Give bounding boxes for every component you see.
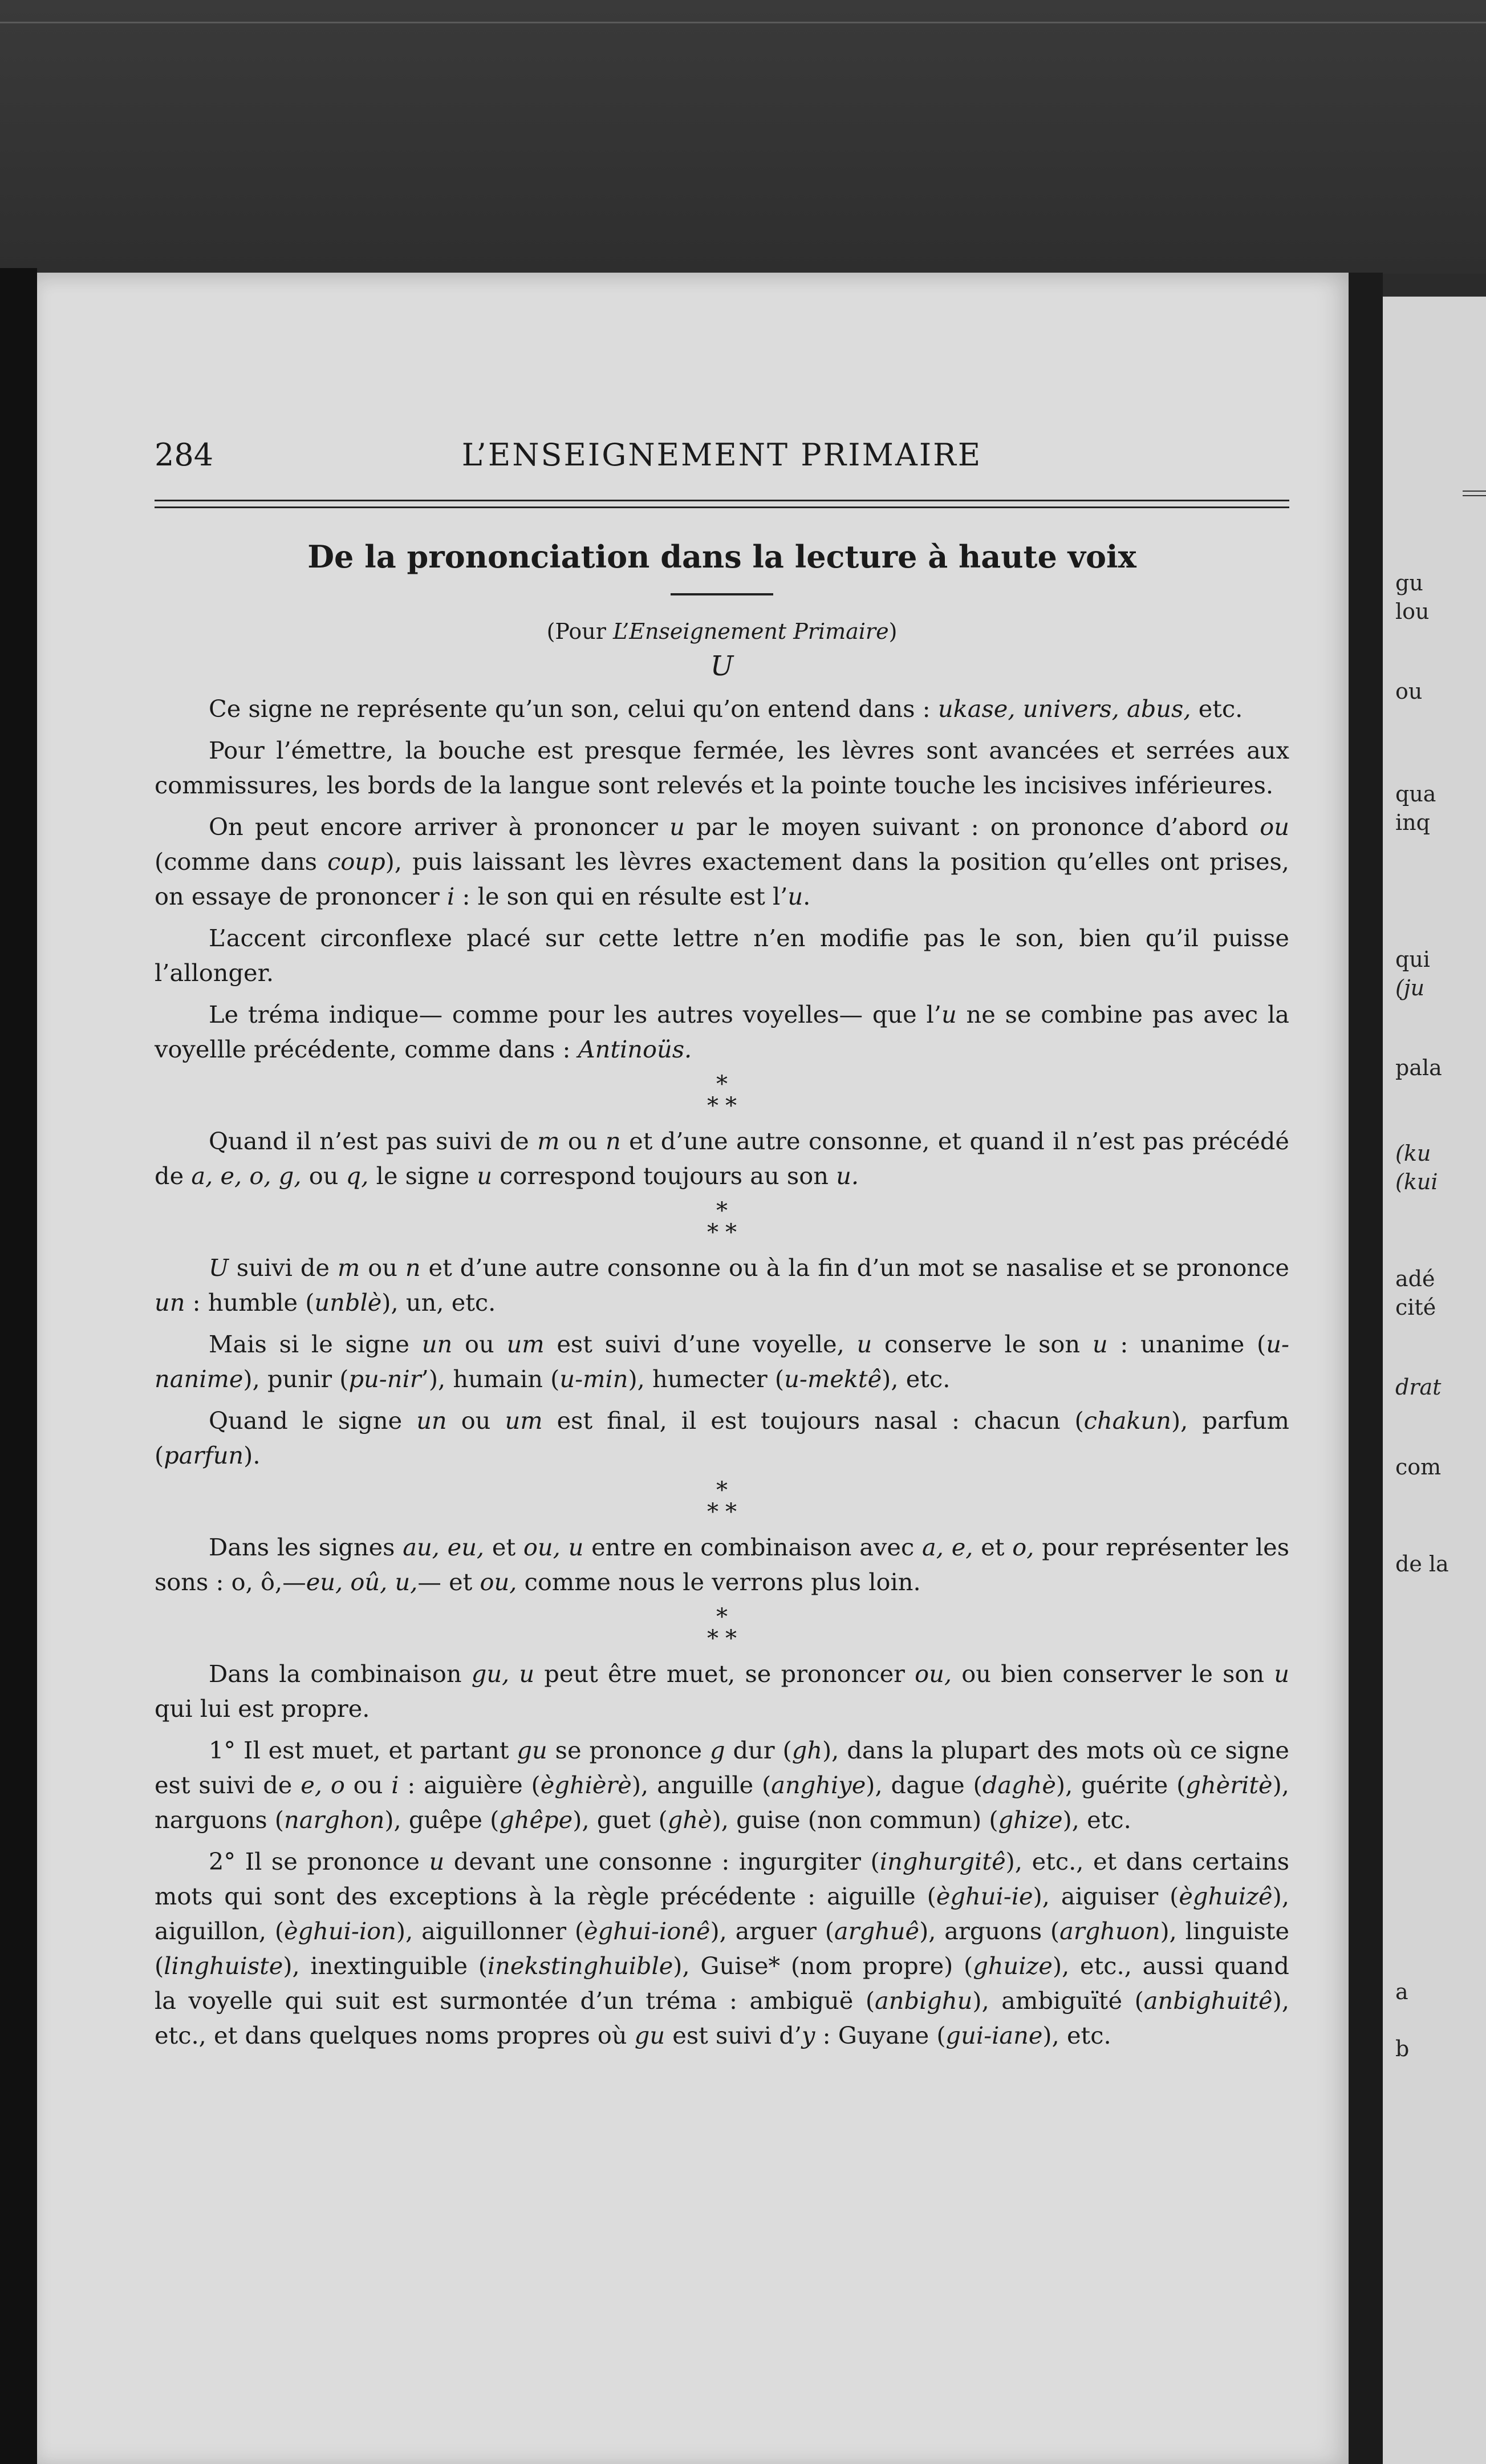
title-rule	[671, 593, 773, 595]
next-page-text-fragment: inq	[1395, 810, 1430, 835]
italic-term: arghuon	[1059, 1917, 1160, 1945]
next-page-text-fragment: (ku	[1395, 1141, 1431, 1166]
italic-term: um	[506, 1330, 545, 1358]
italic-term: èghui-ie	[936, 1882, 1033, 1910]
body-paragraph: L’accent circonflexe placé sur cette lettre n’en modifie pas le son, bien qu’il puisse l’allonger.	[155, 924, 1289, 987]
italic-term: m	[537, 1127, 560, 1155]
italic-term: coup	[327, 848, 385, 876]
italic-term: narghon	[284, 1806, 385, 1834]
italic-term: ghêpe	[499, 1806, 573, 1834]
body-paragraph: Ce signe ne représente qu’un son, celui qu’on entend dans : ukase, univers, abus, etc.	[209, 695, 1243, 723]
body-paragraph: Quand il n’est pas suivi de m ou n et d’une autre consonne, et quand il n’est pas précédé de a, e, o, g, ou q, le signe u correspond toujours au son u.	[155, 1127, 1289, 1190]
italic-term: ghèritè	[1185, 1771, 1273, 1799]
italic-term: u-nanime	[155, 1330, 1290, 1393]
asterism-separator: * **	[707, 1198, 744, 1246]
italic-term: y	[801, 2021, 815, 2049]
italic-term: Antinoüs.	[578, 1035, 692, 1063]
next-page-text-fragment: a	[1395, 1979, 1408, 2004]
italic-term: gui-iane	[945, 2021, 1043, 2049]
italic-term: gu	[517, 1736, 547, 1764]
italic-term: un	[416, 1407, 447, 1434]
italic-term: èghièrè	[540, 1771, 632, 1799]
source-note: (Pour L’Enseignement Primaire)	[546, 619, 898, 644]
italic-term: n	[605, 1127, 621, 1155]
italic-term: inghurgitê	[879, 1847, 1006, 1875]
italic-term: daghè	[982, 1771, 1056, 1799]
next-page-text-fragment: com	[1395, 1454, 1442, 1480]
body-paragraph: Quand le signe un ou um est final, il est toujours nasal : chacun (chakun), parfum (parfun).	[155, 1407, 1289, 1469]
italic-term: ou	[1260, 813, 1289, 841]
italic-term: i	[446, 882, 455, 910]
next-page-header-rule	[1463, 491, 1486, 496]
italic-term: u	[477, 1162, 492, 1190]
italic-term: ghize	[998, 1806, 1063, 1834]
italic-term: u	[1274, 1660, 1290, 1688]
italic-term: au, eu,	[403, 1533, 485, 1561]
italic-term: u	[856, 1330, 872, 1358]
body-paragraph: Dans les signes au, eu, et ou, u entre en combinaison avec a, e, et o, pour représenter les sons : o, ô,—eu, oû, u,— et ou, comme nous le verrons plus loin.	[155, 1533, 1289, 1596]
next-page-edge	[1383, 297, 1486, 2464]
book-page	[37, 273, 1349, 2464]
section-letter: U	[710, 650, 734, 682]
italic-term: gu	[634, 2021, 665, 2049]
page-number: 284	[155, 437, 214, 473]
italic-term: anbighuitê	[1143, 1987, 1273, 2015]
italic-term: un	[421, 1330, 453, 1358]
italic-term: linghuiste	[164, 1952, 283, 1980]
asterism-separator: * **	[707, 1477, 744, 1525]
next-page-text-fragment: de la	[1395, 1551, 1449, 1577]
next-page-text-fragment: drat	[1395, 1375, 1442, 1400]
italic-term: um	[505, 1407, 543, 1434]
italic-term: anbighu	[875, 1987, 973, 2015]
body-paragraph: Mais si le signe un ou um est suivi d’une voyelle, u conserve le son u : unanime (u-nanime), punir (pu-nir’), humain (u-min), humecter (u-mektê), etc.	[155, 1330, 1290, 1393]
italic-term: parfun	[164, 1441, 244, 1469]
next-page-text-fragment: cité	[1395, 1295, 1436, 1320]
next-page-text-fragment: lou	[1395, 599, 1430, 624]
italic-term: u-mektê	[784, 1365, 882, 1393]
italic-term: èghuizê	[1179, 1882, 1273, 1910]
next-page-text-fragment: adé	[1395, 1266, 1435, 1291]
body-paragraph: Le tréma indique— comme pour les autres voyelles— que l’u ne se combine pas avec la voyellle précédente, comme dans : Antinoüs.	[155, 1000, 1289, 1063]
book-left-edge	[0, 268, 37, 2464]
running-head	[155, 437, 1289, 477]
italic-term: èghui-ion	[284, 1917, 396, 1945]
italic-term: chakun	[1083, 1407, 1171, 1434]
body-paragraph: Dans la combinaison gu, u peut être muet, se prononcer ou, ou bien conserver le son u qui lui est propre.	[155, 1660, 1290, 1723]
italic-term: a, e, o, g,	[191, 1162, 302, 1190]
italic-term: arghuê	[834, 1917, 920, 1945]
italic-term: èghui-ionê	[584, 1917, 710, 1945]
body-paragraph: On peut encore arriver à prononcer u par le moyen suivant : on prononce d’abord ou (comme dans coup), puis laissant les lèvres exactement dans la position qu’elles ont prises, on essaye de prononcer i : le son qui en résulte est l’u.	[155, 813, 1289, 910]
italic-term: u.	[836, 1162, 859, 1190]
italic-term: pu-nir	[348, 1365, 421, 1393]
scan-background-top	[0, 0, 1486, 274]
next-page-text-fragment: gu	[1395, 570, 1423, 595]
italic-term: g	[709, 1736, 725, 1764]
italic-term: unblè	[314, 1288, 382, 1316]
italic-term: ou,	[915, 1660, 952, 1688]
italic-term: e, o	[301, 1771, 345, 1799]
italic-term: u	[941, 1000, 957, 1028]
header-double-rule	[155, 500, 1289, 508]
next-page-text-fragment: qui	[1395, 947, 1430, 972]
italic-term: u	[787, 882, 803, 910]
next-page-text-fragment: ou	[1395, 679, 1423, 704]
italic-term: o,	[1012, 1533, 1034, 1561]
asterism-separator: * **	[707, 1071, 744, 1119]
next-page-text-fragment: pala	[1395, 1055, 1442, 1080]
italic-term: ou,	[480, 1568, 517, 1596]
italic-term: anghiye	[771, 1771, 866, 1799]
italic-term: eu, oû, u,	[306, 1568, 418, 1596]
next-page-text-fragment: (ju	[1395, 975, 1425, 1000]
italic-term: ou, u	[523, 1533, 584, 1561]
italic-term: a, e,	[921, 1533, 973, 1561]
italic-term: m	[337, 1254, 360, 1282]
italic-term: ukase, univers, abus,	[937, 695, 1191, 723]
italic-term: ghè	[667, 1806, 712, 1834]
body-paragraph: U suivi de m ou n et d’une autre consonne ou à la fin d’un mot se nasalise et se prononce un : humble (unblè), un, etc.	[155, 1254, 1289, 1316]
article-title: De la prononciation dans la lecture à haute voix	[307, 538, 1136, 575]
next-page-text-fragment: (kui	[1395, 1169, 1438, 1194]
italic-term: i	[391, 1771, 399, 1799]
italic-term: u	[669, 813, 685, 841]
running-title: L’ENSEIGNEMENT PRIMAIRE	[461, 437, 982, 473]
italic-term: inekstinghuible	[487, 1952, 673, 1980]
scan-line	[0, 22, 1486, 23]
next-page-text-fragment: qua	[1395, 781, 1436, 807]
italic-term: ghuize	[973, 1952, 1053, 1980]
italic-term: un	[155, 1288, 185, 1316]
next-page-text-fragment: b	[1395, 2036, 1410, 2061]
italic-term: q,	[346, 1162, 369, 1190]
asterism-separator: * **	[707, 1604, 744, 1652]
body-paragraph: Pour l’émettre, la bouche est presque fermée, les lèvres sont avancées et serrées aux commissures, les bords de la langue sont relevés et la pointe touche les incisives inférieures.	[155, 736, 1289, 799]
italic-term: U	[209, 1254, 229, 1282]
italic-term: u	[429, 1847, 445, 1875]
article	[155, 535, 1289, 2060]
body-text	[155, 691, 1289, 2053]
body-paragraph: 1° Il est muet, et partant gu se prononce g dur (gh), dans la plupart des mots où ce signe est suivi de e, o ou i : aiguière (èghièrè), anguille (anghiye), dague (daghè), guérite (ghèritè), narguons (narghon), guêpe (ghêpe), guet (ghè), guise (non commun) (ghize), etc.	[155, 1736, 1289, 1834]
italic-term: gh	[791, 1736, 822, 1764]
italic-term: u	[1092, 1330, 1108, 1358]
italic-term: u-min	[559, 1365, 628, 1393]
italic-term: n	[405, 1254, 421, 1282]
body-paragraph: 2° Il se prononce u devant une consonne : ingurgiter (inghurgitê), etc., et dans certains mots qui sont des exceptions à la règle précédente : aiguille (èghui-ie), aiguiser (èghuizê), aiguillon, (èghui-ion), aiguillonner (èghui-ionê), arguer (arghuê), arguons (arghuon), linguiste (linghuiste), inextinguible (inekstinghuible), Guise* (nom propre) (ghuize), etc., aussi quand la voyelle qui suit est surmontée d’un tréma : ambiguë (anbighu), ambiguïté (anbighuitê), etc., et dans quelques noms propres où gu est suivi d’y : Guyane (gui-iane), etc.	[155, 1847, 1290, 2049]
book-gutter	[1349, 273, 1383, 2464]
italic-term: gu, u	[471, 1660, 535, 1688]
source-note-journal: L’Enseignement Primaire	[613, 619, 889, 644]
